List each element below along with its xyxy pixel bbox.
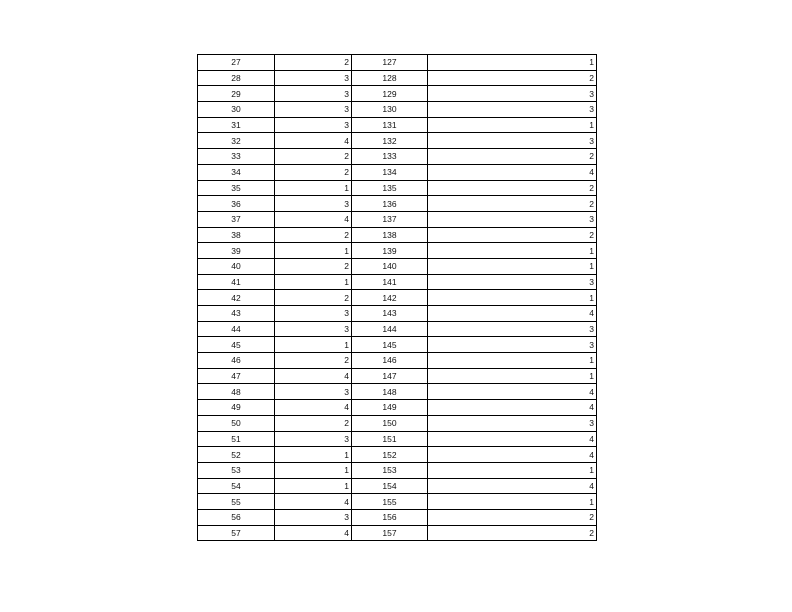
cell-id-a: 52 <box>198 447 275 463</box>
cell-value-b: 4 <box>428 478 597 494</box>
cell-id-b: 128 <box>352 70 428 86</box>
cell-id-a: 48 <box>198 384 275 400</box>
cell-id-b: 144 <box>352 321 428 337</box>
cell-id-b: 140 <box>352 258 428 274</box>
cell-value-b: 3 <box>428 86 597 102</box>
cell-value-a: 1 <box>275 274 352 290</box>
cell-value-b: 2 <box>428 227 597 243</box>
cell-id-a: 54 <box>198 478 275 494</box>
cell-id-a: 29 <box>198 86 275 102</box>
cell-value-a: 4 <box>275 133 352 149</box>
cell-value-b: 2 <box>428 509 597 525</box>
table-row <box>198 149 597 165</box>
cell-value-a: 3 <box>275 321 352 337</box>
table-row <box>198 384 597 400</box>
cell-value-a: 2 <box>275 290 352 306</box>
cell-value-b: 4 <box>428 431 597 447</box>
cell-id-a: 27 <box>198 55 275 71</box>
cell-id-b: 154 <box>352 478 428 494</box>
cell-id-b: 131 <box>352 117 428 133</box>
cell-id-a: 40 <box>198 258 275 274</box>
cell-id-b: 133 <box>352 149 428 165</box>
cell-value-b: 1 <box>428 55 597 71</box>
cell-value-a: 2 <box>275 55 352 71</box>
cell-id-b: 148 <box>352 384 428 400</box>
cell-value-b: 3 <box>428 102 597 118</box>
table-row <box>198 494 597 510</box>
cell-value-a: 1 <box>275 337 352 353</box>
cell-value-b: 2 <box>428 525 597 541</box>
cell-id-b: 132 <box>352 133 428 149</box>
cell-id-a: 53 <box>198 462 275 478</box>
cell-value-b: 3 <box>428 133 597 149</box>
cell-value-b: 3 <box>428 337 597 353</box>
cell-value-a: 3 <box>275 117 352 133</box>
table-row <box>198 337 597 353</box>
table-row <box>198 368 597 384</box>
cell-id-b: 150 <box>352 415 428 431</box>
cell-value-a: 2 <box>275 227 352 243</box>
cell-id-a: 56 <box>198 509 275 525</box>
cell-id-b: 138 <box>352 227 428 243</box>
cell-value-a: 2 <box>275 415 352 431</box>
table-row <box>198 102 597 118</box>
table-row <box>198 133 597 149</box>
cell-id-b: 129 <box>352 86 428 102</box>
cell-id-b: 156 <box>352 509 428 525</box>
cell-id-b: 152 <box>352 447 428 463</box>
cell-value-a: 1 <box>275 243 352 259</box>
cell-value-b: 4 <box>428 306 597 322</box>
cell-value-b: 1 <box>428 368 597 384</box>
cell-value-b: 1 <box>428 462 597 478</box>
cell-value-a: 3 <box>275 431 352 447</box>
table-row <box>198 258 597 274</box>
cell-value-b: 3 <box>428 211 597 227</box>
cell-id-b: 127 <box>352 55 428 71</box>
cell-value-b: 1 <box>428 243 597 259</box>
cell-id-b: 155 <box>352 494 428 510</box>
cell-id-a: 51 <box>198 431 275 447</box>
table-row <box>198 180 597 196</box>
cell-value-a: 4 <box>275 525 352 541</box>
cell-value-b: 3 <box>428 274 597 290</box>
cell-value-b: 1 <box>428 290 597 306</box>
cell-value-a: 2 <box>275 164 352 180</box>
table-row <box>198 525 597 541</box>
cell-id-a: 34 <box>198 164 275 180</box>
cell-id-a: 55 <box>198 494 275 510</box>
table-row <box>198 431 597 447</box>
table-row <box>198 509 597 525</box>
cell-value-a: 3 <box>275 509 352 525</box>
cell-value-b: 4 <box>428 164 597 180</box>
cell-value-a: 3 <box>275 86 352 102</box>
cell-id-b: 143 <box>352 306 428 322</box>
cell-id-b: 137 <box>352 211 428 227</box>
cell-id-a: 44 <box>198 321 275 337</box>
cell-value-b: 4 <box>428 400 597 416</box>
cell-id-b: 145 <box>352 337 428 353</box>
cell-value-b: 4 <box>428 384 597 400</box>
cell-value-a: 2 <box>275 149 352 165</box>
data-table <box>197 54 597 541</box>
cell-value-b: 3 <box>428 321 597 337</box>
cell-id-a: 33 <box>198 149 275 165</box>
cell-id-a: 45 <box>198 337 275 353</box>
cell-value-b: 2 <box>428 196 597 212</box>
cell-id-a: 37 <box>198 211 275 227</box>
table-row <box>198 306 597 322</box>
table-row <box>198 274 597 290</box>
table-row <box>198 447 597 463</box>
cell-value-b: 2 <box>428 180 597 196</box>
table-row <box>198 196 597 212</box>
cell-value-b: 3 <box>428 415 597 431</box>
cell-id-a: 41 <box>198 274 275 290</box>
cell-value-a: 4 <box>275 211 352 227</box>
table-row <box>198 86 597 102</box>
cell-id-b: 141 <box>352 274 428 290</box>
cell-id-b: 134 <box>352 164 428 180</box>
cell-id-a: 36 <box>198 196 275 212</box>
cell-value-a: 4 <box>275 368 352 384</box>
table-row <box>198 55 597 71</box>
cell-value-a: 1 <box>275 180 352 196</box>
table-row <box>198 117 597 133</box>
cell-id-b: 157 <box>352 525 428 541</box>
cell-id-b: 135 <box>352 180 428 196</box>
table-row <box>198 70 597 86</box>
table-row <box>198 227 597 243</box>
table-row <box>198 164 597 180</box>
cell-value-a: 1 <box>275 478 352 494</box>
table-row <box>198 400 597 416</box>
cell-id-a: 39 <box>198 243 275 259</box>
cell-id-a: 28 <box>198 70 275 86</box>
cell-value-b: 2 <box>428 149 597 165</box>
cell-value-a: 2 <box>275 353 352 369</box>
cell-id-b: 151 <box>352 431 428 447</box>
cell-value-a: 3 <box>275 70 352 86</box>
cell-id-a: 50 <box>198 415 275 431</box>
cell-id-b: 147 <box>352 368 428 384</box>
cell-id-b: 142 <box>352 290 428 306</box>
cell-value-a: 3 <box>275 384 352 400</box>
cell-id-a: 30 <box>198 102 275 118</box>
cell-id-a: 42 <box>198 290 275 306</box>
cell-id-a: 32 <box>198 133 275 149</box>
cell-value-a: 4 <box>275 494 352 510</box>
cell-id-b: 136 <box>352 196 428 212</box>
table-row <box>198 321 597 337</box>
cell-value-b: 1 <box>428 494 597 510</box>
cell-value-b: 4 <box>428 447 597 463</box>
cell-id-b: 139 <box>352 243 428 259</box>
cell-id-a: 49 <box>198 400 275 416</box>
cell-id-a: 38 <box>198 227 275 243</box>
cell-id-b: 153 <box>352 462 428 478</box>
cell-id-a: 57 <box>198 525 275 541</box>
table-row <box>198 353 597 369</box>
table-row <box>198 478 597 494</box>
cell-value-a: 3 <box>275 306 352 322</box>
table-row <box>198 243 597 259</box>
table-body <box>198 55 597 541</box>
cell-value-b: 1 <box>428 117 597 133</box>
cell-id-b: 149 <box>352 400 428 416</box>
cell-value-a: 2 <box>275 258 352 274</box>
cell-id-b: 130 <box>352 102 428 118</box>
cell-id-a: 47 <box>198 368 275 384</box>
cell-value-a: 3 <box>275 102 352 118</box>
cell-value-b: 1 <box>428 353 597 369</box>
cell-value-b: 1 <box>428 258 597 274</box>
cell-id-a: 46 <box>198 353 275 369</box>
cell-id-b: 146 <box>352 353 428 369</box>
table-row <box>198 290 597 306</box>
cell-value-a: 1 <box>275 462 352 478</box>
cell-id-a: 43 <box>198 306 275 322</box>
cell-id-a: 31 <box>198 117 275 133</box>
table-row <box>198 462 597 478</box>
cell-id-a: 35 <box>198 180 275 196</box>
cell-value-a: 1 <box>275 447 352 463</box>
table-row <box>198 415 597 431</box>
cell-value-b: 2 <box>428 70 597 86</box>
cell-value-a: 3 <box>275 196 352 212</box>
cell-value-a: 4 <box>275 400 352 416</box>
table-row <box>198 211 597 227</box>
